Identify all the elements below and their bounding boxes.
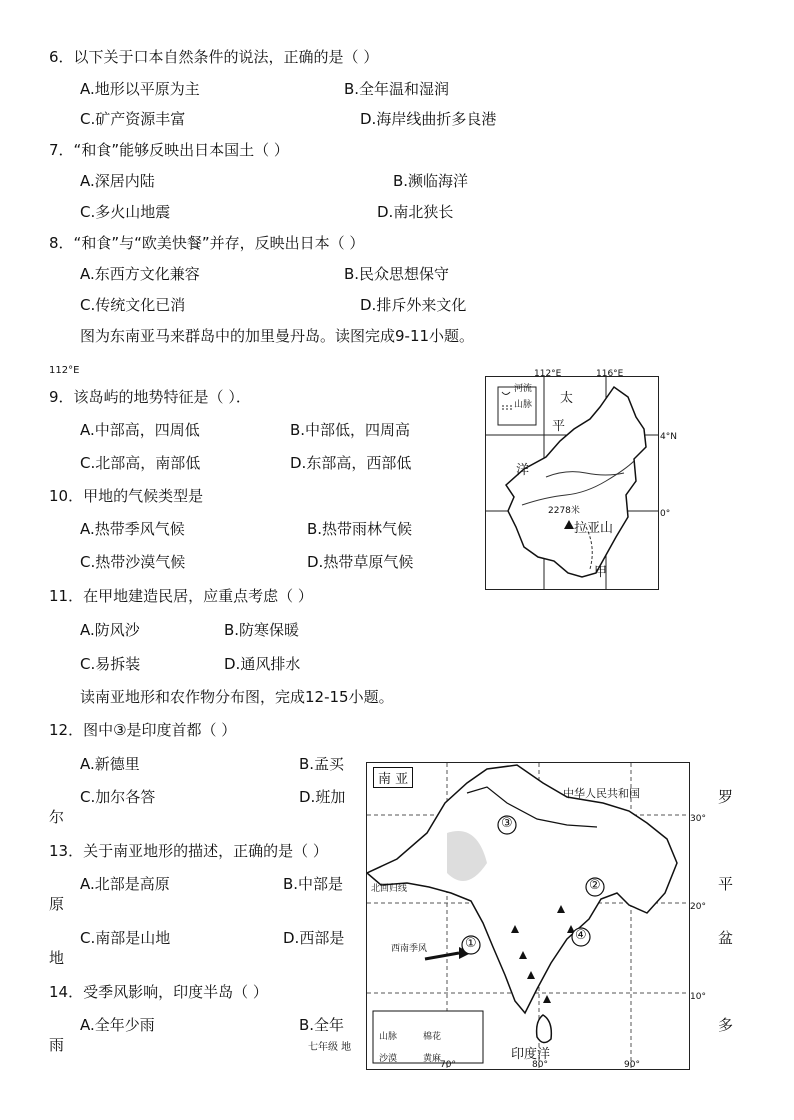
q11-stem: 11．在甲地建造民居，应重点考虑（ ） — [49, 587, 313, 605]
map2-lat-10: 10° — [690, 992, 706, 1002]
q10-option-c: C.热带沙漠气候 — [80, 553, 186, 571]
q13-option-b: B.中部是 — [283, 875, 344, 893]
q12-option-c: C.加尔各答 — [80, 788, 156, 806]
q14-option-b: B.全年 — [299, 1016, 345, 1034]
q9-option-c: C.北部高，南部低 — [80, 454, 201, 472]
q13-option-c: C.南部是山地 — [80, 929, 171, 947]
sea-label-1: 太 — [560, 391, 574, 406]
monsoon-arrow — [425, 953, 459, 959]
q7-stem: 7．“和食”能够反映出日本国土（ ） — [49, 141, 289, 159]
map2-lon-70: 70° — [440, 1060, 456, 1070]
south-asia-map — [366, 762, 690, 1070]
q12-option-d-continued: 罗 — [718, 788, 734, 806]
q14-stem: 14．受季风影响，印度半岛（ ） — [49, 983, 268, 1001]
page-footer: 七年级 地 — [308, 1042, 352, 1053]
legend-mountains: 山脉 — [379, 1032, 398, 1042]
q6-stem: 6．以下关于口本自然条件的说法，正确的是（ ） — [49, 48, 379, 66]
q11-option-a: A.防风沙 — [80, 621, 140, 639]
q8-option-a: A.东西方文化兼容 — [80, 265, 200, 283]
marker-1: ① — [465, 936, 477, 951]
q14-option-b-tail: 雨 — [49, 1036, 65, 1054]
map2-lon-90: 90° — [624, 1060, 640, 1070]
q9-stem: 9．该岛屿的地势特征是（ ）． — [49, 388, 251, 406]
marker-2: ② — [589, 878, 601, 893]
q7-option-d: D.南北狭长 — [377, 203, 454, 221]
map1-top-label-112: 112°E — [534, 369, 562, 379]
q8-option-c: C.传统文化已消 — [80, 296, 186, 314]
q8-stem: 8．“和食”与“欧美快餐”并存，反映出日本（ ） — [49, 234, 365, 252]
sea-label-3: 洋 — [516, 463, 530, 478]
sea-label-2: 平 — [552, 419, 566, 434]
q12-stem: 12．图中③是印度首都（ ） — [49, 721, 237, 739]
q6-option-d: D.海岸线曲折多良港 — [360, 110, 497, 128]
legend-river-label: 河流 — [514, 384, 533, 394]
south-asia-map-drawing — [367, 763, 689, 1069]
map1-top-label-116: 116°E — [596, 369, 624, 379]
q7-option-a: A.深居内陆 — [80, 172, 155, 190]
q8-option-d: D.排斥外来文化 — [360, 296, 467, 314]
q10-option-b: B.热带雨林气候 — [307, 520, 413, 538]
q14-option-a: A.全年少雨 — [80, 1016, 155, 1034]
sri-lanka — [537, 1015, 552, 1043]
legend-desert: 沙漠 — [379, 1054, 398, 1064]
ocean-label: 印度洋 — [511, 1047, 551, 1062]
legend-mountain-label: 山脉 — [514, 400, 533, 410]
kalimantan-map — [485, 376, 659, 590]
q13-option-a: A.北部是高原 — [80, 875, 170, 893]
map1-lat-4n: 4°N — [660, 432, 677, 442]
q9-option-d: D.东部高，西部低 — [290, 454, 412, 472]
q6-option-b: B.全年温和湿润 — [344, 80, 450, 98]
q12-option-d-tail: 尔 — [49, 808, 65, 826]
q10-stem: 10．甲地的气候类型是 — [49, 487, 204, 505]
q12-option-a: A.新德里 — [80, 755, 140, 773]
intro-12-15: 读南亚地形和农作物分布图，完成12-15小题。 — [80, 688, 394, 706]
map2-lat-30: 30° — [690, 814, 706, 824]
map2-lat-20: 20° — [690, 902, 706, 912]
q13-stem: 13．关于南亚地形的描述，正确的是（ ） — [49, 842, 328, 860]
q10-option-a: A.热带季风气候 — [80, 520, 185, 538]
q12-option-d: D.班加 — [299, 788, 346, 806]
q7-option-b: B.濒临海洋 — [393, 172, 469, 190]
marker-4: ④ — [575, 928, 587, 943]
coord-label: 112°E — [49, 365, 80, 376]
q8-option-b: B.民众思想保守 — [344, 265, 450, 283]
legend-cotton: 棉花 — [423, 1032, 442, 1042]
mountain-name: 拉亚山 — [574, 521, 614, 536]
q11-option-d: D.通风排水 — [224, 655, 301, 673]
map2-title: 南 亚 — [373, 767, 413, 788]
q11-option-b: B.防寒保暖 — [224, 621, 300, 639]
q9-option-b: B.中部低，四周高 — [290, 421, 411, 439]
q13-option-b-tail: 原 — [49, 895, 65, 913]
q11-option-c: C.易拆装 — [80, 655, 141, 673]
marker-3: ③ — [501, 816, 513, 831]
monsoon-label: 西南季风 — [391, 944, 428, 954]
q6-option-a: A.地形以平原为主 — [80, 80, 200, 98]
point-jia: 甲 — [594, 565, 608, 580]
q13-option-d: D.西部是 — [283, 929, 345, 947]
map1-lat-0: 0° — [660, 509, 671, 519]
q10-option-d: D.热带草原气候 — [307, 553, 414, 571]
tropic-label: 北回归线 — [371, 884, 408, 894]
kalimantan-map-drawing — [486, 377, 658, 589]
peak-elevation: 2278米 — [548, 506, 580, 516]
q13-option-b-continued: 平 — [718, 875, 734, 893]
intro-9-11: 图为东南亚马来群岛中的加里曼丹岛。读图完成9-11小题。 — [80, 327, 475, 345]
map2-lon-80: 80° — [532, 1060, 548, 1070]
q7-option-c: C.多火山地震 — [80, 203, 171, 221]
q14-option-b-continued: 多 — [718, 1016, 734, 1034]
q13-option-d-tail: 地 — [49, 949, 65, 967]
legend-jute: 黄麻 — [423, 1054, 442, 1064]
q9-option-a: A.中部高，四周低 — [80, 421, 200, 439]
china-label: 中华人民共和国 — [563, 787, 640, 800]
q12-option-b: B.孟买 — [299, 755, 345, 773]
q13-option-d-continued: 盆 — [718, 929, 734, 947]
q6-option-c: C.矿产资源丰富 — [80, 110, 186, 128]
